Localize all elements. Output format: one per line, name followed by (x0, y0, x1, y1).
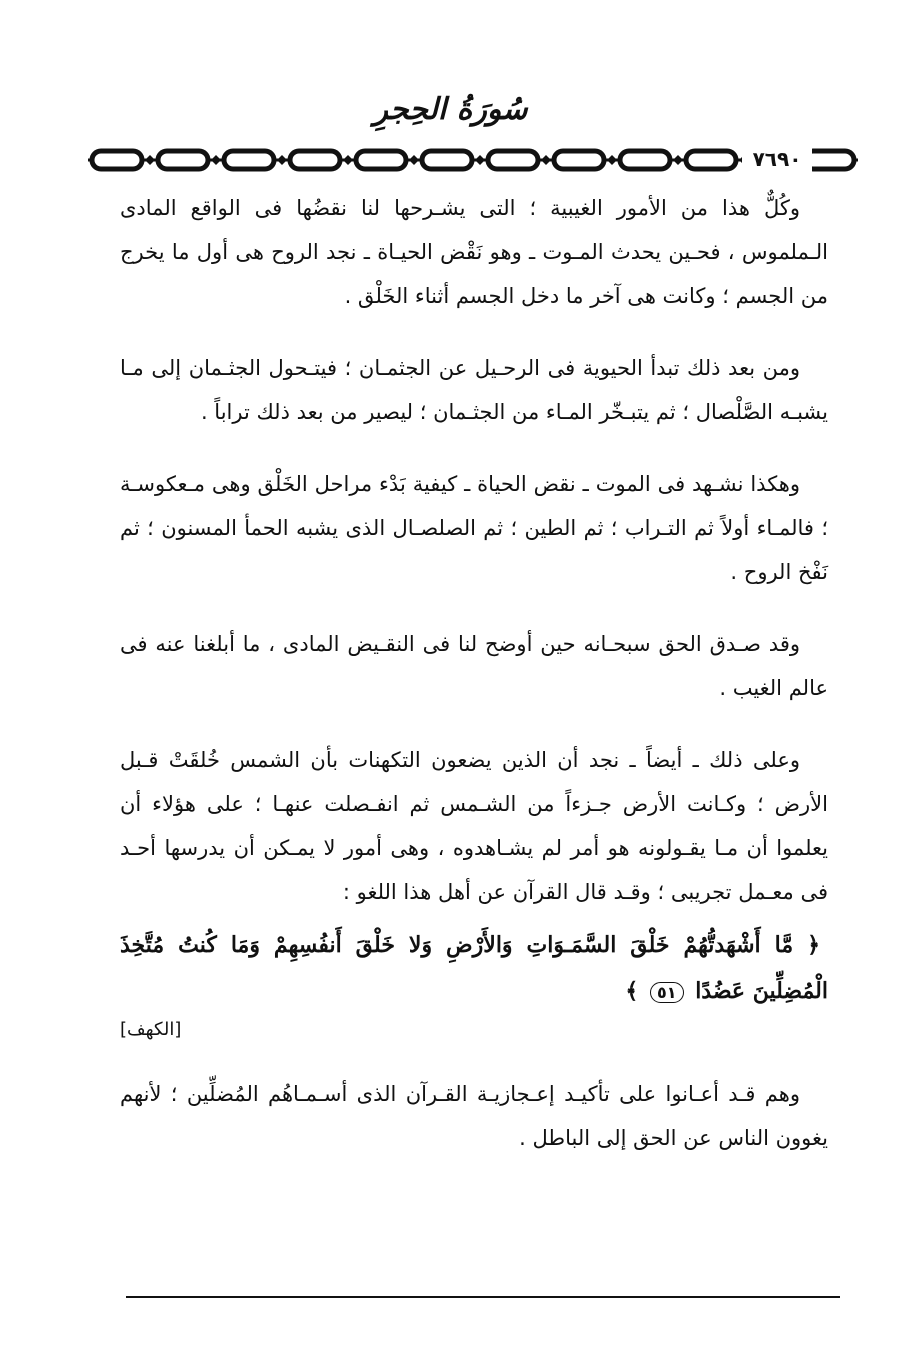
footer-rule (126, 1296, 840, 1298)
paragraph: وقد صـدق الحق سبحـانه حين أوضح لنا فى النقـيض المادى ، ما أبلغنا عنه فى عالم الغيب . (120, 632, 828, 700)
paragraph: ومن بعد ذلك تبدأ الحيوية فى الرحـيل عن الجثمـان ؛ فيتـحول الجثـمان إلى مـا يشبـه الصَّلْصال ؛ ثم يتبـخّر المـاء من الجثـمان ؛ ليصير من بعد ذلك تراباً . (120, 356, 828, 424)
paragraph: وهم قـد أعـانوا على تأكيـد إعـجازيـة القـرآن الذى أسـمـاهُم المُضلِّين ؛ لأنهم يغوون الناس عن الحق إلى الباطل . (120, 1082, 828, 1150)
paragraph: وكُلٌّ هذا من الأمور الغيبية ؛ التى يشـرحها لنا نقضُها فى الواقع المادى الـملموس ، فحـين يحدث المـوت ـ وهو نَقْض الحيـاة ـ نجد الروح هى أول ما يخرج من الجسم ؛ وكانت هى آخر ما دخل الجسم أثناء الخَلْق . (120, 196, 828, 308)
paragraph: وعلى ذلك ـ أيضاً ـ نجد أن الذين يضعون التكهنات بأن الشمس خُلقَتْ قـبل الأرض ؛ وكـانت الأرض جـزءاً من الشـمس ثم انفـصلت عنهـا ؛ على هؤلاء أن يعلموا أن مـا يقـولونه هو أمر لم يشـاهدوه ، وهى أمور لا يمـكن أن يدرسها أحـد فى معـمل تجريبى ؛ وقـد قال القرآن عن أهل هذا اللغو : (120, 748, 828, 904)
surah-reference: [الكهف] (120, 1019, 182, 1040)
paragraph: وهكذا نشـهد فى الموت ـ نقض الحياة ـ كيفية بَدْء مراحل الخَلْق وهى مـعكوسـة ؛ فالمـاء أولاً ثم التـراب ؛ ثم الطين ؛ ثم الصلصـال الذى يشبه الحمأ المسنون ؛ ثم نَفْخ الروح . (120, 472, 828, 584)
verse-number: ٥١ (650, 982, 684, 1003)
page-body (120, 186, 828, 1188)
page-number: ٧٦٩٠ (742, 144, 812, 174)
quran-verse (120, 922, 828, 1016)
verse-text: ﴿ مَّا أَشْهَدتُّهُمْ خَلْقَ السَّمَـوَاتِ وَالأَرْضِ وَلا خَلْقَ أَنفُسِهِمْ وَمَا كُنتُ مُتَّخِذَ الْمُضِلِّينَ عَضُدًا (120, 932, 828, 1004)
surah-title: سُورَةُ الحِجرِ (373, 92, 528, 127)
verse-close: ﴾ (625, 978, 639, 1004)
